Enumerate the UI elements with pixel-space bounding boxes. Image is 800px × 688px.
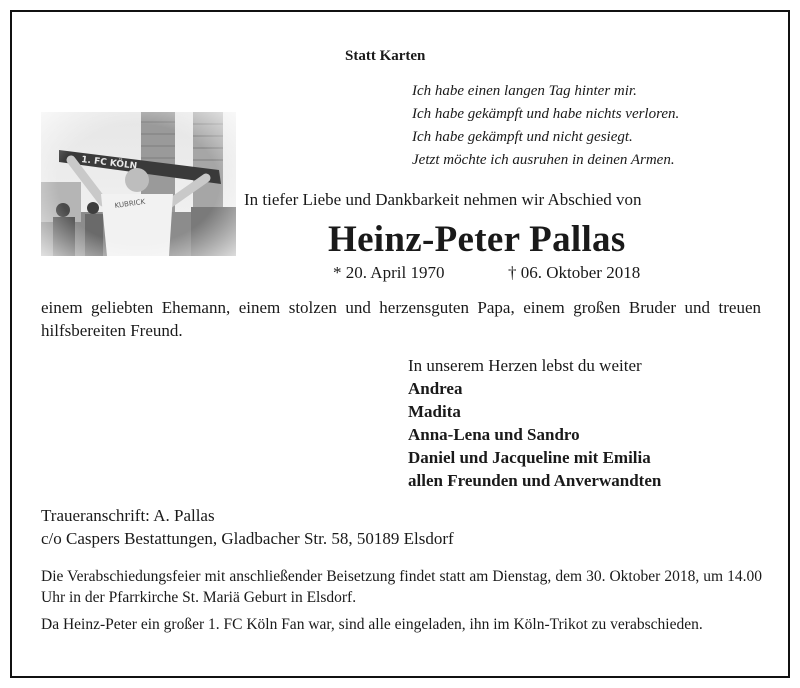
address-line: Traueranschrift: A. Pallas	[41, 506, 215, 525]
mourner-name: allen Freunden und Anverwandten	[408, 471, 662, 490]
mourner-name: Madita	[408, 402, 461, 421]
deceased-description: einem geliebten Ehemann, einem stolzen und herzensguten Papa, einem großen Bruder und treuen hilfsbereiten Freund.	[41, 298, 761, 340]
poem-line: Ich habe einen langen Tag hinter mir.	[412, 83, 637, 99]
mourners-intro: In unserem Herzen lebst du weiter	[408, 356, 642, 375]
birth-date: * 20. April 1970	[333, 263, 445, 282]
poem-line: Ich habe gekämpft und habe nichts verloren.	[412, 106, 680, 122]
poem-line: Jetzt möchte ich ausruhen in deinen Armen.	[412, 152, 675, 168]
ceremony-info: Die Verabschiedungsfeier mit anschließender Beisetzung findet statt am Dienstag, dem 30. Oktober 2018, um 14.00 Uhr in der Pfarrkirche St. Mariä Geburt in Elsdorf.	[41, 568, 762, 606]
notice-heading: Statt Karten	[345, 48, 426, 64]
mourner-name: Andrea	[408, 379, 463, 398]
poem	[412, 80, 679, 172]
mourner-name: Anna-Lena und Sandro	[408, 425, 580, 444]
farewell-intro: In tiefer Liebe und Dankbarkeit nehmen wir Abschied von	[244, 190, 642, 209]
mourning-address	[41, 504, 454, 550]
deceased-name: Heinz-Peter Pallas	[328, 219, 626, 260]
mourners-list	[408, 377, 661, 492]
death-date: † 06. Oktober 2018	[508, 263, 641, 282]
deceased-photo	[41, 112, 236, 256]
fan-note: Da Heinz-Peter ein großer 1. FC Köln Fan war, sind alle eingeladen, ihn im Köln-Trikot zu verabschieden.	[41, 616, 703, 633]
address-line: c/o Caspers Bestattungen, Gladbacher Str. 58, 50189 Elsdorf	[41, 529, 454, 548]
poem-line: Ich habe gekämpft und nicht gesiegt.	[412, 129, 633, 145]
mourner-name: Daniel und Jacqueline mit Emilia	[408, 448, 651, 467]
